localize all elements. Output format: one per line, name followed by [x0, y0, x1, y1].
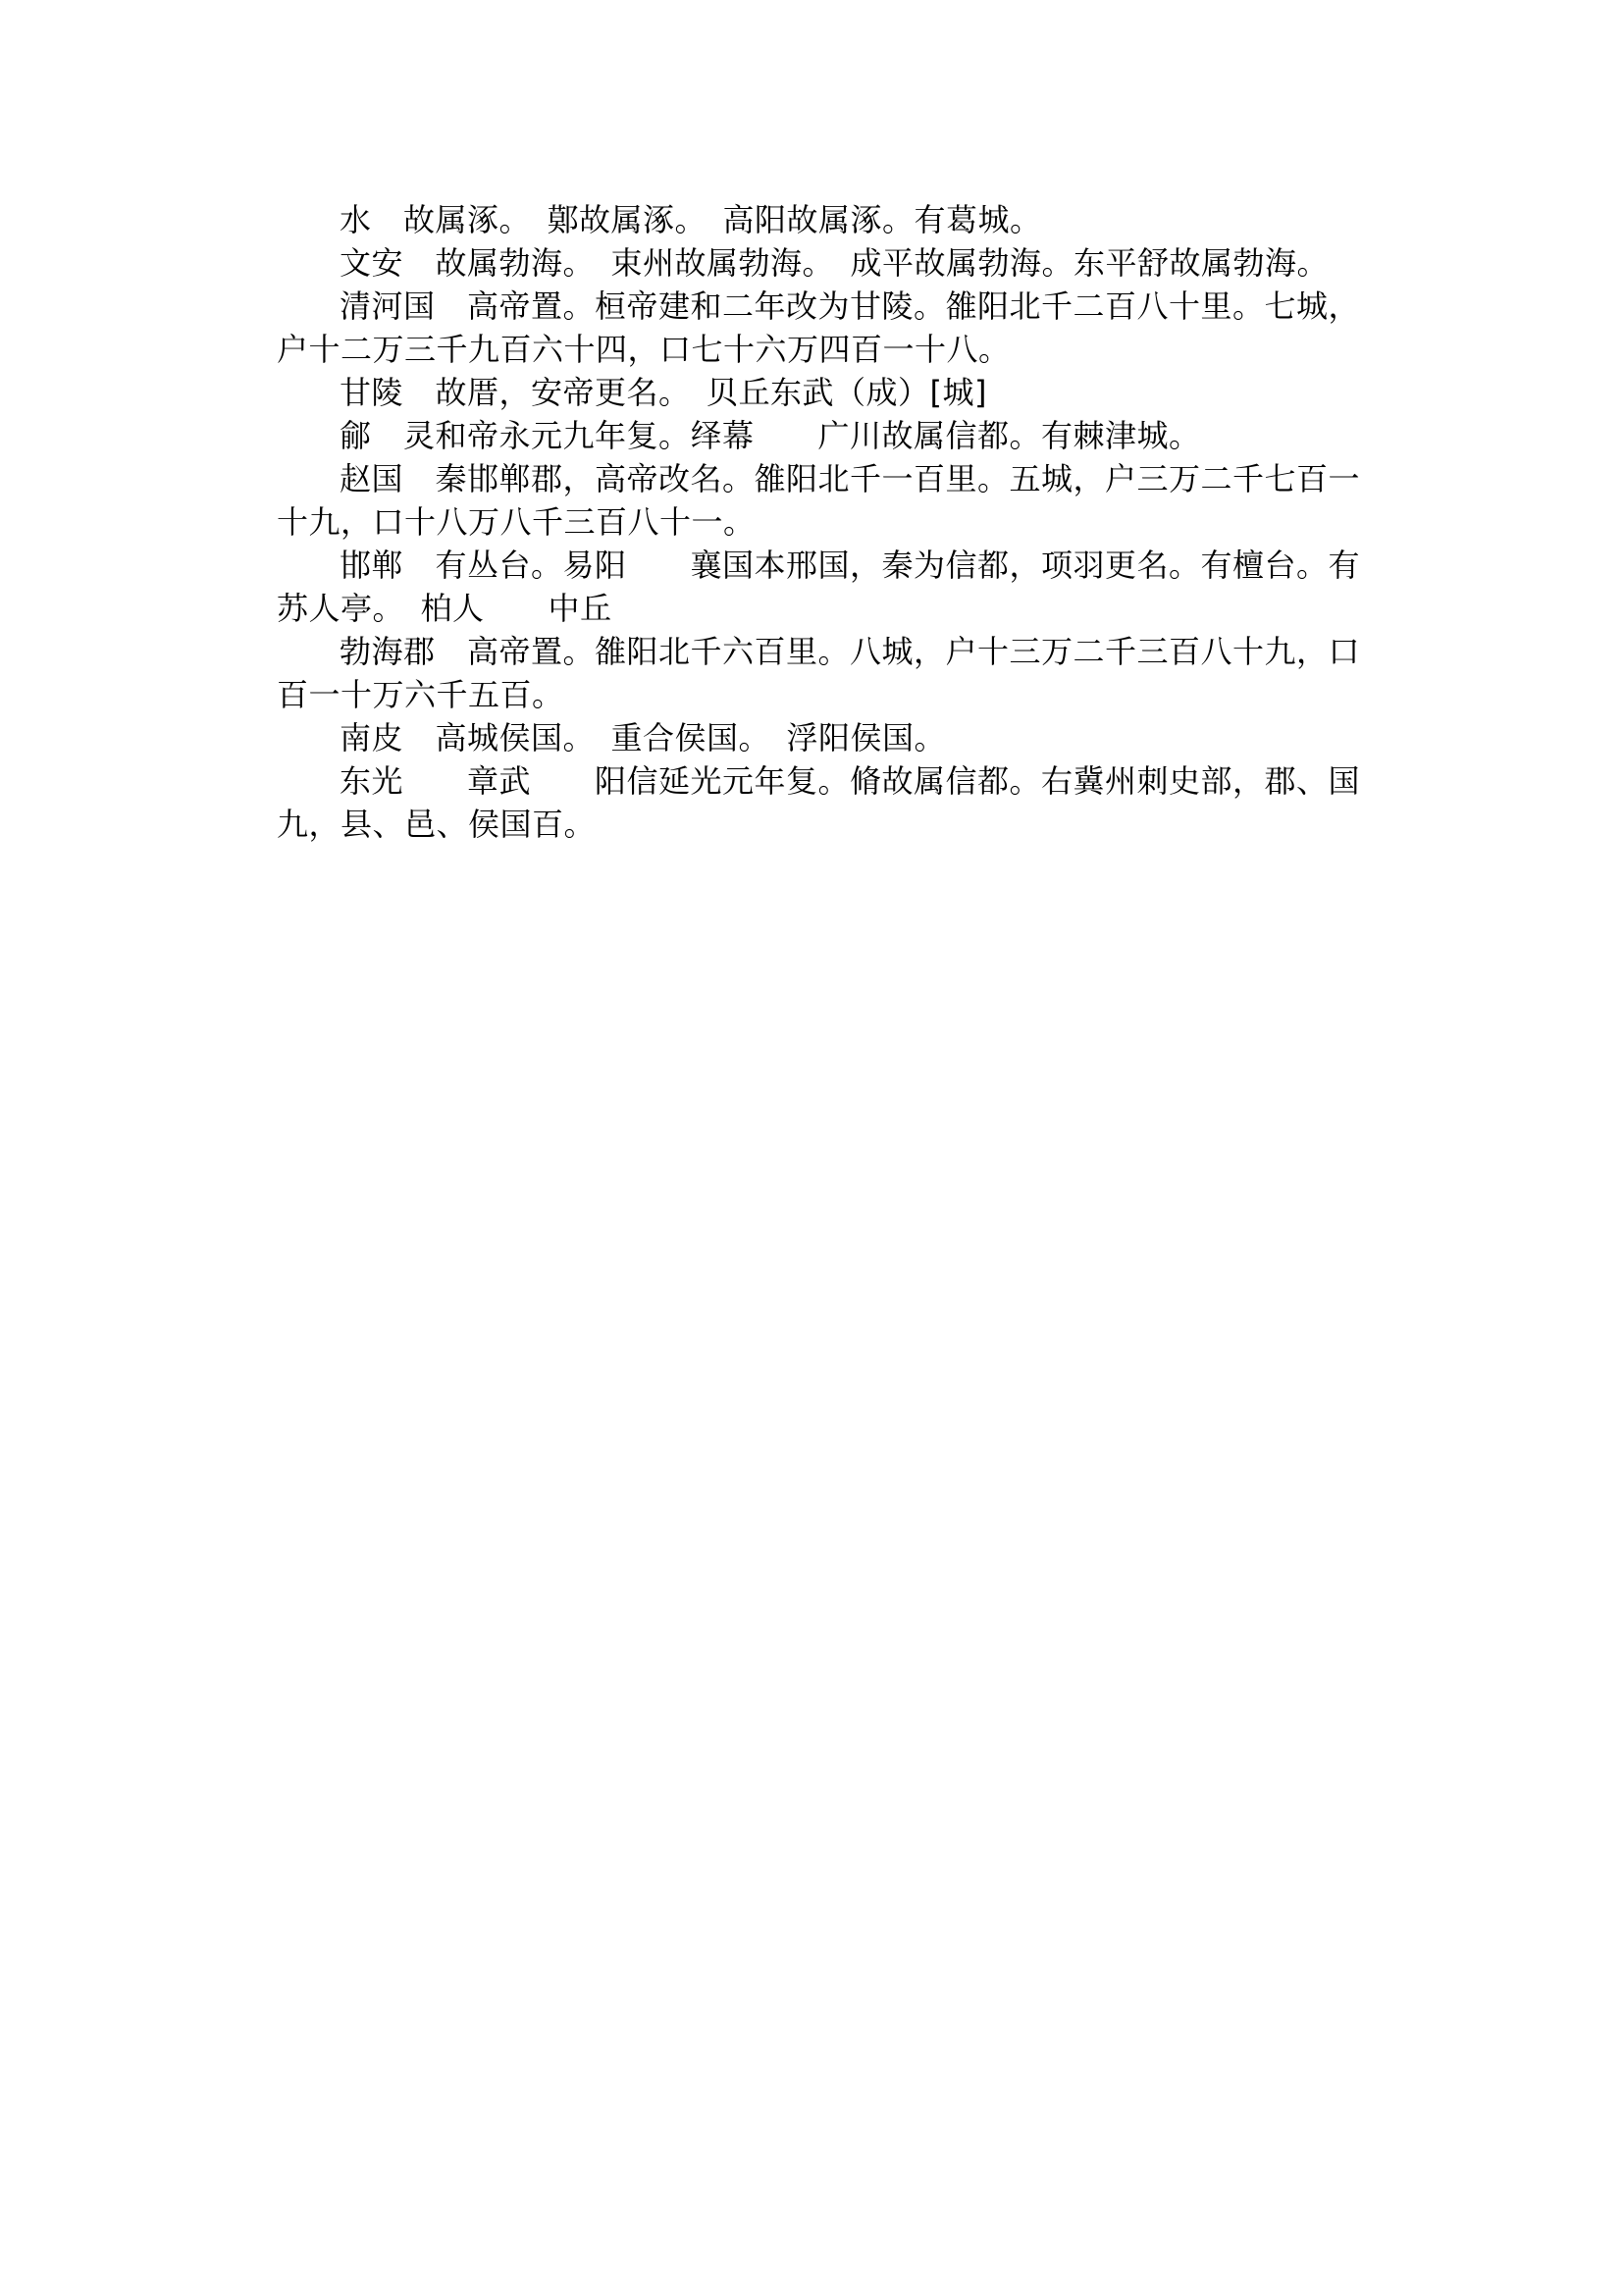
paragraph-7: 邯郸 有丛台。易阳 襄国本邢国，秦为信都，项羽更名。有檀台。有苏人亭。 柏人 中丘 — [277, 547, 1361, 627]
paragraph-9: 南皮 高城侯国。 重合侯国。 浮阳侯国。 — [340, 719, 947, 756]
paragraph-3: 清河国 高帝置。桓帝建和二年改为甘陵。雒阳北千二百八十里。七城，户十二万三千九百六十四，口七十六万四百一十八。 — [277, 287, 1361, 368]
paragraph-1: 水 故属涿。 鄚故属涿。 高阳故属涿。有葛城。 — [340, 201, 1042, 238]
paragraph-6: 赵国 秦邯郸郡，高帝改名。雒阳北千一百里。五城，户三万二千七百一十九，口十八万八千三百八十一。 — [277, 460, 1361, 541]
document-body — [277, 198, 1366, 846]
paragraph-5: 鄃 灵和帝永元九年复。绎幕 广川故属信都。有棘津城。 — [340, 417, 1201, 454]
paragraph-8: 勃海郡 高帝置。雒阳北千六百里。八城，户十三万二千三百八十九，口百一十万六千五百。 — [277, 633, 1361, 713]
paragraph-10: 东光 章武 阳信延光元年复。脩故属信都。右冀州刺史部，郡、国九，县、邑、侯国百。 — [277, 762, 1361, 843]
paragraph-2: 文安 故属勃海。 束州故属勃海。 成平故属勃海。东平舒故属勃海。 — [340, 244, 1330, 282]
paragraph-4: 甘陵 故厝，安帝更名。 贝丘东武（成）[城] — [340, 374, 987, 411]
